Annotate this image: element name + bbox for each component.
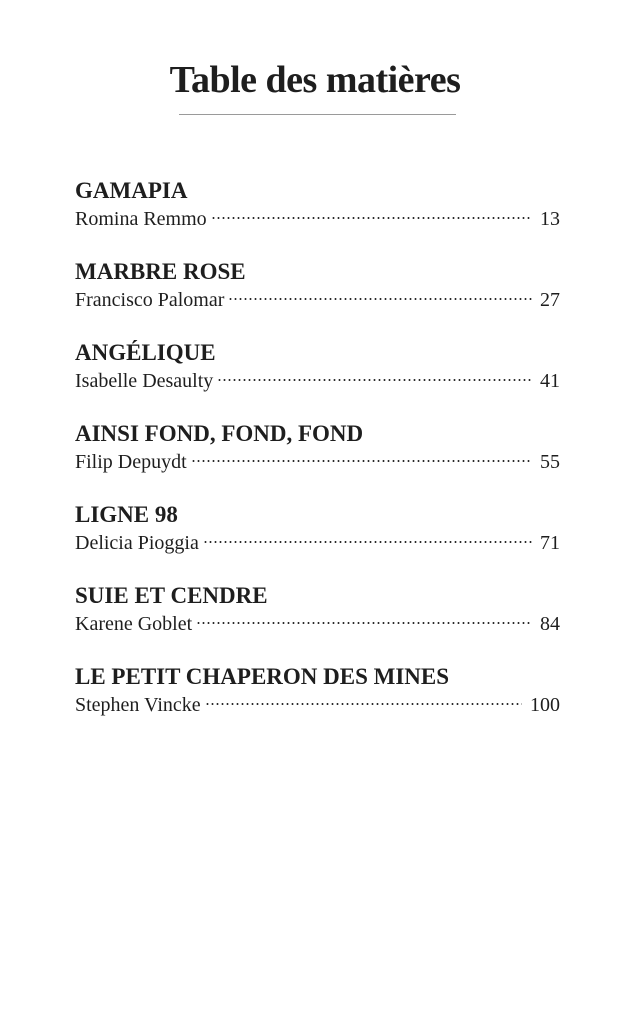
entry-line: [75, 449, 560, 475]
entry-line: [75, 611, 560, 637]
entry-page-number: 13: [540, 208, 560, 230]
entry-line: [75, 287, 560, 313]
entry-author: Filip Depuydt: [75, 451, 187, 473]
entry-title: ANGÉLIQUE: [75, 340, 216, 365]
entry-author: Karene Goblet: [75, 613, 193, 635]
dot-leader: [205, 702, 522, 706]
entry-author: Romina Remmo: [75, 208, 207, 230]
entry-page-number: 27: [540, 289, 560, 311]
toc-entry[interactable]: [75, 662, 560, 743]
entry-author: Stephen Vincke: [75, 694, 201, 716]
dot-leader: [203, 540, 532, 544]
entry-author: Francisco Palomar: [75, 289, 225, 311]
dot-leader: [228, 297, 532, 301]
entry-line: [75, 692, 560, 718]
toc-entry[interactable]: [75, 257, 560, 338]
entry-page-number: 100: [530, 694, 560, 716]
entry-page-number: 84: [540, 613, 560, 635]
toc-entry[interactable]: [75, 176, 560, 257]
entry-title: AINSI FOND, FOND, FOND: [75, 421, 364, 446]
entry-title: LE PETIT CHAPERON DES MINES: [75, 664, 450, 689]
entry-author: Delicia Pioggia: [75, 532, 199, 554]
dot-leader: [217, 378, 532, 382]
entry-line: [75, 530, 560, 556]
entry-title: SUIE ET CENDRE: [75, 583, 268, 608]
toc-entry[interactable]: [75, 581, 560, 662]
entry-page-number: 55: [540, 451, 560, 473]
entry-line: [75, 206, 560, 232]
toc-entry[interactable]: [75, 419, 560, 500]
toc-entry[interactable]: [75, 338, 560, 419]
toc-entry[interactable]: [75, 500, 560, 581]
entry-title: GAMAPIA: [75, 178, 188, 203]
dot-leader: [196, 621, 532, 625]
entry-title: MARBRE ROSE: [75, 259, 246, 284]
page-title: Table des matières: [169, 59, 461, 101]
dot-leader: [211, 216, 532, 220]
entry-title: LIGNE 98: [75, 502, 178, 527]
entry-line: [75, 368, 560, 394]
title-underline: [179, 114, 456, 115]
dot-leader: [191, 459, 532, 463]
entry-author: Isabelle Desaulty: [75, 370, 214, 392]
entry-page-number: 41: [540, 370, 560, 392]
entry-page-number: 71: [540, 532, 560, 554]
table-of-contents: [75, 176, 560, 743]
